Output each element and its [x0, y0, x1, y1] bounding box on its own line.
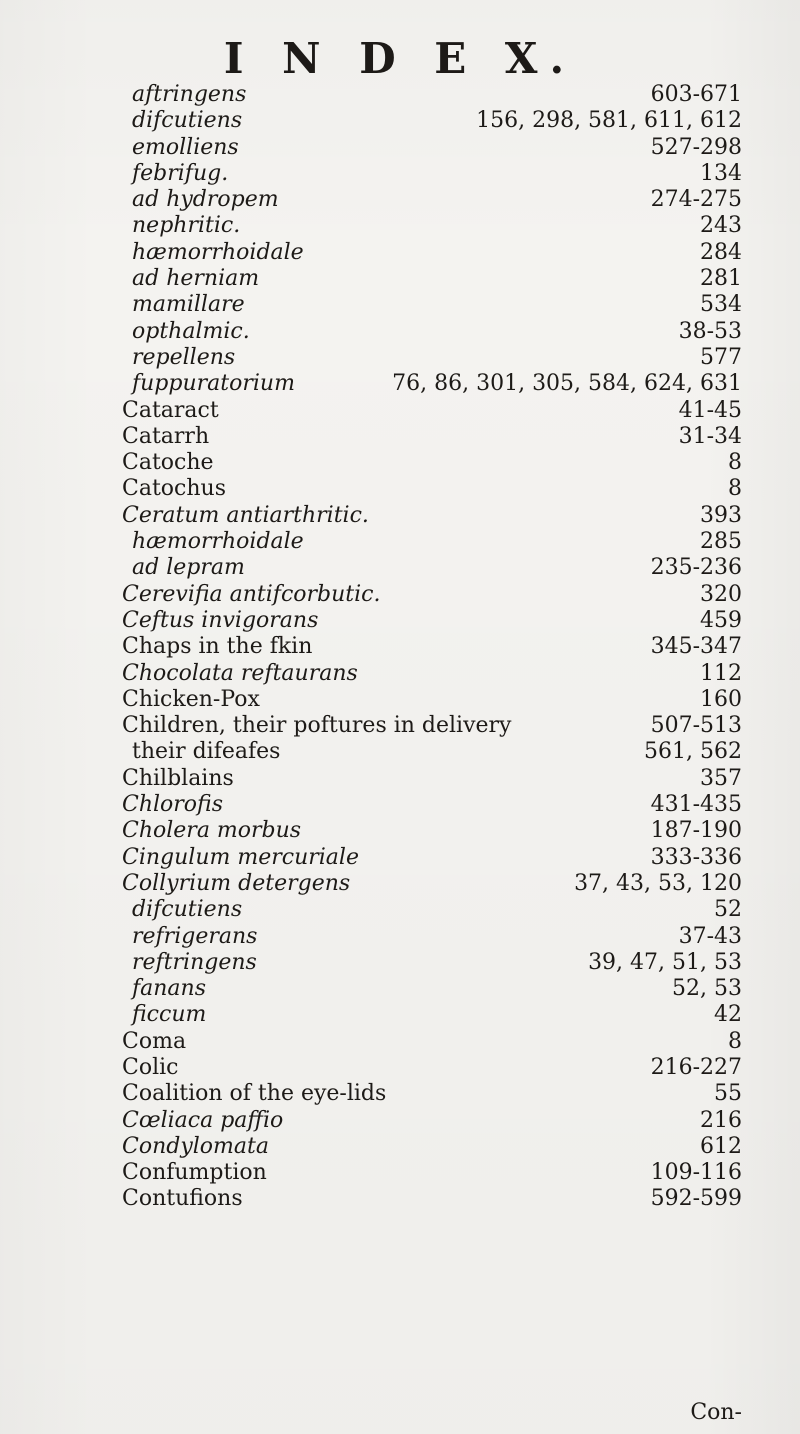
index-term: refrigerans	[132, 923, 258, 949]
index-pages: 281	[700, 266, 742, 292]
index-row	[122, 319, 742, 345]
index-row	[122, 529, 742, 555]
index-pages: 393	[700, 502, 742, 528]
index-row	[122, 266, 742, 292]
index-term: Collyrium detergens	[122, 870, 351, 896]
index-row	[122, 1108, 742, 1134]
index-term: Confumption	[122, 1160, 267, 1186]
index-term: aftringens	[132, 82, 247, 107]
index-pages: 134	[700, 160, 742, 186]
index-term: hæmorrhoidale	[132, 239, 304, 265]
index-pages: 431-435	[650, 792, 742, 818]
index-term: fuppuratorium	[132, 371, 295, 397]
index-row	[122, 634, 742, 660]
index-row	[122, 371, 742, 397]
index-pages: 37, 43, 53, 120	[574, 870, 742, 896]
index-row	[122, 661, 742, 687]
index-row	[122, 582, 742, 608]
index-pages: 8	[728, 476, 742, 502]
index-term: Coalition of the eye-lids	[122, 1081, 387, 1107]
index-term: Catoche	[122, 450, 214, 476]
index-pages: 357	[700, 765, 742, 791]
index-pages: 8	[728, 450, 742, 476]
index-pages: 235-236	[650, 555, 742, 581]
index-term: Coma	[122, 1028, 187, 1054]
index-row	[122, 924, 742, 950]
index-pages: 527-298	[650, 134, 742, 160]
index-row	[122, 82, 742, 108]
index-pages: 39, 47, 51, 53	[588, 949, 742, 975]
index-row	[122, 897, 742, 923]
index-row	[122, 976, 742, 1002]
index-term: opthalmic.	[132, 318, 250, 344]
index-pages: 320	[700, 581, 742, 607]
index-term: Condylomata	[122, 1133, 269, 1159]
index-row	[122, 1029, 742, 1055]
index-row	[122, 792, 742, 818]
index-term: Chilblains	[122, 765, 234, 791]
index-pages: 592-599	[650, 1186, 742, 1212]
index-pages: 243	[700, 213, 742, 239]
index-term: Colic	[122, 1054, 179, 1080]
index-row	[122, 503, 742, 529]
index-pages: 55	[714, 1081, 742, 1107]
index-row	[122, 1134, 742, 1160]
index-term: Cœliaca paffio	[122, 1107, 284, 1133]
index-pages: 459	[700, 607, 742, 633]
index-term: Chicken-Pox	[122, 686, 260, 712]
index-row	[122, 1081, 742, 1107]
index-pages: 534	[700, 292, 742, 318]
index-pages: 284	[700, 239, 742, 265]
page-title: I N D E X.	[223, 34, 577, 83]
index-row	[122, 135, 742, 161]
index-term: Catochus	[122, 476, 226, 502]
index-pages: 187-190	[650, 818, 742, 844]
index-row	[122, 424, 742, 450]
index-term: difcutiens	[132, 897, 243, 923]
index-row	[122, 345, 742, 371]
index-pages: 561, 562	[644, 739, 742, 765]
index-row	[122, 398, 742, 424]
index-term: fanans	[132, 976, 207, 1002]
index-row	[122, 1055, 742, 1081]
index-term: ad lepram	[132, 555, 245, 581]
index-term: mamillare	[132, 292, 245, 318]
index-term: Children, their poftures in delivery	[122, 713, 512, 739]
index-row	[122, 739, 742, 765]
index-pages: 216	[700, 1107, 742, 1133]
index-term: Cataract	[122, 397, 219, 423]
index-term: Catarrh	[122, 423, 210, 449]
index-pages: 507-513	[650, 713, 742, 739]
index-term: reftringens	[132, 949, 257, 975]
index-pages: 41-45	[678, 397, 742, 423]
index-term: difcutiens	[132, 108, 243, 134]
index-row	[122, 108, 742, 134]
index-pages: 8	[728, 1028, 742, 1054]
index-term: Chaps in the fkin	[122, 634, 313, 660]
index-pages: 333-336	[650, 844, 742, 870]
index-pages: 42	[714, 1002, 742, 1028]
index-row	[122, 713, 742, 739]
index-pages: 37-43	[678, 923, 742, 949]
index-term: repellens	[132, 344, 236, 370]
index-term: Chocolata reftaurans	[122, 660, 358, 686]
index-row	[122, 292, 742, 318]
index-row	[122, 240, 742, 266]
index-row	[122, 555, 742, 581]
index-term: Cerevifia antifcorbutic.	[122, 581, 381, 607]
index-row	[122, 950, 742, 976]
index-list	[122, 82, 742, 1213]
index-pages: 285	[700, 529, 742, 555]
index-row	[122, 845, 742, 871]
index-row	[122, 1002, 742, 1028]
index-row	[122, 213, 742, 239]
index-term: Ceftus invigorans	[122, 607, 319, 633]
index-term: Ceratum antiarthritic.	[122, 502, 369, 528]
index-term: Cholera morbus	[122, 818, 302, 844]
index-term: febrifug.	[132, 160, 229, 186]
index-pages: 612	[700, 1133, 742, 1159]
index-row	[122, 187, 742, 213]
index-row	[122, 1186, 742, 1212]
index-row	[122, 476, 742, 502]
index-term: their difeafes	[132, 739, 281, 765]
index-term: nephritic.	[132, 213, 241, 239]
index-row	[122, 818, 742, 844]
index-pages: 38-53	[678, 318, 742, 344]
index-pages: 109-116	[650, 1160, 742, 1186]
index-term: Cingulum mercuriale	[122, 844, 359, 870]
index-pages: 112	[700, 660, 742, 686]
index-pages: 603-671	[650, 82, 742, 107]
index-term: Contufions	[122, 1186, 243, 1212]
index-term: emolliens	[132, 134, 239, 160]
index-pages: 76, 86, 301, 305, 584, 624, 631	[392, 371, 742, 397]
index-pages: 216-227	[650, 1054, 742, 1080]
index-row	[122, 871, 742, 897]
index-pages: 577	[700, 344, 742, 370]
index-pages: 52	[714, 897, 742, 923]
index-row	[122, 450, 742, 476]
index-row	[122, 687, 742, 713]
index-term: hæmorrhoidale	[132, 529, 304, 555]
index-term: Chlorofis	[122, 792, 224, 818]
index-term: ficcum	[132, 1002, 207, 1028]
index-row	[122, 161, 742, 187]
index-term: ad hydropem	[132, 187, 279, 213]
index-pages: 156, 298, 581, 611, 612	[476, 108, 742, 134]
index-pages: 345-347	[650, 634, 742, 660]
index-pages: 31-34	[678, 423, 742, 449]
index-term: ad herniam	[132, 266, 260, 292]
index-pages: 160	[700, 686, 742, 712]
index-pages: 274-275	[650, 187, 742, 213]
index-row	[122, 1160, 742, 1186]
index-row	[122, 608, 742, 634]
catchword: Con-	[690, 1400, 742, 1425]
index-row	[122, 766, 742, 792]
index-pages: 52, 53	[672, 976, 742, 1002]
